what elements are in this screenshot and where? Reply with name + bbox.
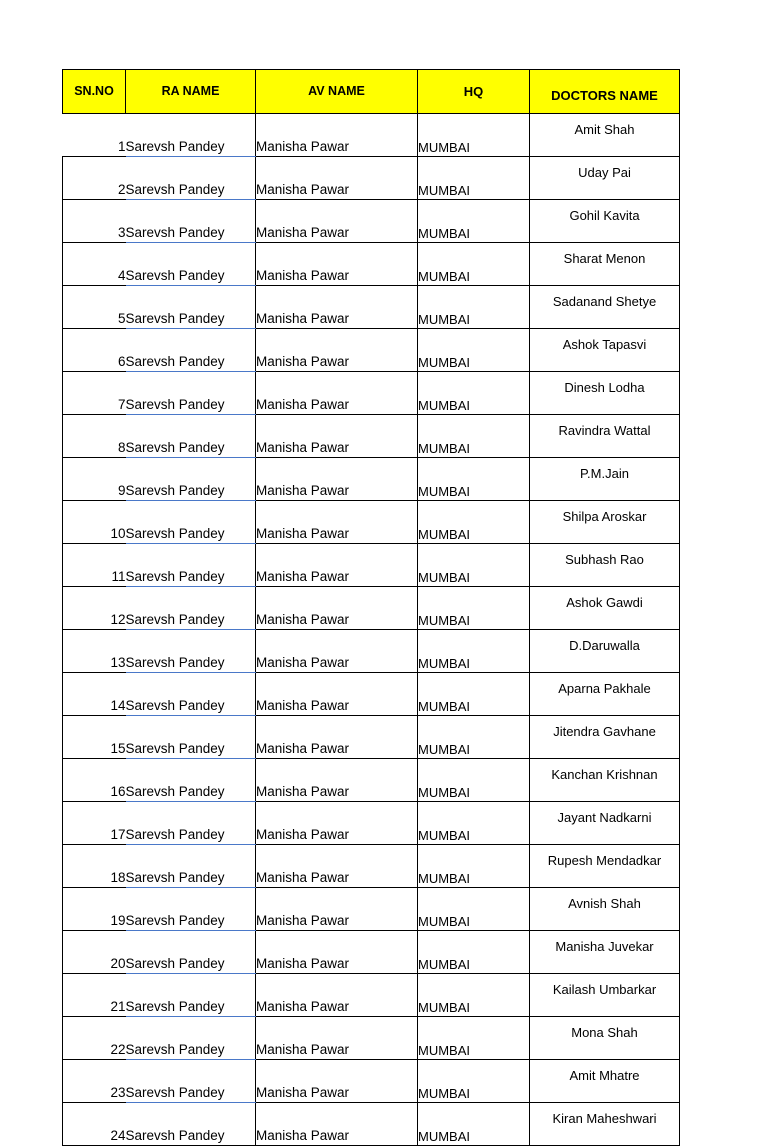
- hq-cell: MUMBAI: [418, 931, 530, 974]
- hq-cell: MUMBAI: [418, 415, 530, 458]
- header-ra-name: RA NAME: [126, 70, 256, 114]
- table-header: [63, 70, 680, 114]
- table-row: [63, 845, 680, 888]
- sn-no-cell: 4: [63, 243, 126, 286]
- av-name-cell: Manisha Pawar: [256, 931, 418, 974]
- hq-cell: MUMBAI: [418, 759, 530, 802]
- av-name-cell: Manisha Pawar: [256, 630, 418, 673]
- ra-name-cell: Sarevsh Pandey: [126, 630, 256, 673]
- ra-name-cell: Sarevsh Pandey: [126, 157, 256, 200]
- sn-no-cell: 7: [63, 372, 126, 415]
- table-row: [63, 888, 680, 931]
- doctor-name-cell: Dinesh Lodha: [530, 372, 680, 415]
- hq-cell: MUMBAI: [418, 1103, 530, 1146]
- doctor-name-cell: Jitendra Gavhane: [530, 716, 680, 759]
- av-name-cell: Manisha Pawar: [256, 501, 418, 544]
- av-name-cell: Manisha Pawar: [256, 1060, 418, 1103]
- sn-no-cell: 5: [63, 286, 126, 329]
- sn-no-cell: 18: [63, 845, 126, 888]
- table-row: [63, 759, 680, 802]
- av-name-cell: Manisha Pawar: [256, 157, 418, 200]
- av-name-cell: Manisha Pawar: [256, 673, 418, 716]
- ra-name-cell: Sarevsh Pandey: [126, 974, 256, 1017]
- sn-no-cell: 9: [63, 458, 126, 501]
- sn-no-cell: 12: [63, 587, 126, 630]
- table-row: [63, 1060, 680, 1103]
- ra-name-cell: Sarevsh Pandey: [126, 587, 256, 630]
- table-row: [63, 458, 680, 501]
- doctor-name-cell: Kailash Umbarkar: [530, 974, 680, 1017]
- ra-name-cell: Sarevsh Pandey: [126, 1060, 256, 1103]
- doctor-name-cell: Rupesh Mendadkar: [530, 845, 680, 888]
- ra-name-cell: Sarevsh Pandey: [126, 845, 256, 888]
- ra-name-cell: Sarevsh Pandey: [126, 1103, 256, 1146]
- hq-cell: MUMBAI: [418, 458, 530, 501]
- ra-name-cell: Sarevsh Pandey: [126, 372, 256, 415]
- av-name-cell: Manisha Pawar: [256, 200, 418, 243]
- ra-name-cell: Sarevsh Pandey: [126, 458, 256, 501]
- sn-no-cell: 17: [63, 802, 126, 845]
- sn-no-cell: 6: [63, 329, 126, 372]
- ra-name-cell: Sarevsh Pandey: [126, 716, 256, 759]
- table-row: [63, 931, 680, 974]
- table-row: [63, 673, 680, 716]
- doctor-name-cell: Uday Pai: [530, 157, 680, 200]
- ra-name-cell: Sarevsh Pandey: [126, 243, 256, 286]
- hq-cell: MUMBAI: [418, 1060, 530, 1103]
- sn-no-cell: 15: [63, 716, 126, 759]
- doctor-name-cell: D.Daruwalla: [530, 630, 680, 673]
- sn-no-cell: 11: [63, 544, 126, 587]
- av-name-cell: Manisha Pawar: [256, 458, 418, 501]
- av-name-cell: Manisha Pawar: [256, 114, 418, 157]
- sn-no-cell: 10: [63, 501, 126, 544]
- av-name-cell: Manisha Pawar: [256, 587, 418, 630]
- av-name-cell: Manisha Pawar: [256, 716, 418, 759]
- table-row: [63, 372, 680, 415]
- ra-name-cell: Sarevsh Pandey: [126, 544, 256, 587]
- table-row: [63, 200, 680, 243]
- sn-no-cell: 14: [63, 673, 126, 716]
- ra-name-cell: Sarevsh Pandey: [126, 673, 256, 716]
- hq-cell: MUMBAI: [418, 243, 530, 286]
- av-name-cell: Manisha Pawar: [256, 974, 418, 1017]
- sn-no-cell: 24: [63, 1103, 126, 1146]
- av-name-cell: Manisha Pawar: [256, 372, 418, 415]
- hq-cell: MUMBAI: [418, 673, 530, 716]
- doctor-name-cell: Gohil Kavita: [530, 200, 680, 243]
- table-row: [63, 974, 680, 1017]
- av-name-cell: Manisha Pawar: [256, 544, 418, 587]
- hq-cell: MUMBAI: [418, 329, 530, 372]
- header-doctors-name: DOCTORS NAME: [530, 70, 680, 114]
- table-row: [63, 802, 680, 845]
- doctor-name-cell: Mona Shah: [530, 1017, 680, 1060]
- hq-cell: MUMBAI: [418, 501, 530, 544]
- table-row: [63, 544, 680, 587]
- doctor-name-cell: Ravindra Wattal: [530, 415, 680, 458]
- table-row: [63, 630, 680, 673]
- hq-cell: MUMBAI: [418, 286, 530, 329]
- hq-cell: MUMBAI: [418, 372, 530, 415]
- hq-cell: MUMBAI: [418, 845, 530, 888]
- ra-name-cell: Sarevsh Pandey: [126, 802, 256, 845]
- table-row: [63, 1103, 680, 1146]
- sn-no-cell: 8: [63, 415, 126, 458]
- av-name-cell: Manisha Pawar: [256, 802, 418, 845]
- sn-no-cell: 16: [63, 759, 126, 802]
- hq-cell: MUMBAI: [418, 1017, 530, 1060]
- table-row: [63, 114, 680, 157]
- ra-name-cell: Sarevsh Pandey: [126, 1017, 256, 1060]
- sn-no-cell: 13: [63, 630, 126, 673]
- av-name-cell: Manisha Pawar: [256, 759, 418, 802]
- ra-name-cell: Sarevsh Pandey: [126, 114, 256, 157]
- hq-cell: MUMBAI: [418, 974, 530, 1017]
- doctor-name-cell: Jayant Nadkarni: [530, 802, 680, 845]
- doctor-name-cell: Manisha Juvekar: [530, 931, 680, 974]
- hq-cell: MUMBAI: [418, 157, 530, 200]
- av-name-cell: Manisha Pawar: [256, 415, 418, 458]
- hq-cell: MUMBAI: [418, 114, 530, 157]
- table-body: [63, 114, 680, 1146]
- ra-name-cell: Sarevsh Pandey: [126, 415, 256, 458]
- doctor-name-cell: Kiran Maheshwari: [530, 1103, 680, 1146]
- table-row: [63, 329, 680, 372]
- doctor-name-cell: Kanchan Krishnan: [530, 759, 680, 802]
- sn-no-cell: 2: [63, 157, 126, 200]
- hq-cell: MUMBAI: [418, 630, 530, 673]
- av-name-cell: Manisha Pawar: [256, 888, 418, 931]
- table-row: [63, 716, 680, 759]
- sn-no-cell: 23: [63, 1060, 126, 1103]
- header-sn-no: SN.NO: [63, 70, 126, 114]
- doctor-name-cell: Ashok Tapasvi: [530, 329, 680, 372]
- doctor-name-cell: Avnish Shah: [530, 888, 680, 931]
- table-row: [63, 286, 680, 329]
- av-name-cell: Manisha Pawar: [256, 845, 418, 888]
- doctor-name-cell: Subhash Rao: [530, 544, 680, 587]
- sn-no-cell: 22: [63, 1017, 126, 1060]
- doctor-name-cell: P.M.Jain: [530, 458, 680, 501]
- hq-cell: MUMBAI: [418, 544, 530, 587]
- av-name-cell: Manisha Pawar: [256, 243, 418, 286]
- header-hq: HQ: [418, 70, 530, 114]
- ra-name-cell: Sarevsh Pandey: [126, 200, 256, 243]
- doctor-name-cell: Ashok Gawdi: [530, 587, 680, 630]
- doctor-name-cell: Amit Shah: [530, 114, 680, 157]
- table-row: [63, 1017, 680, 1060]
- table-row: [63, 501, 680, 544]
- doctor-name-cell: Sadanand Shetye: [530, 286, 680, 329]
- header-av-name: AV NAME: [256, 70, 418, 114]
- table-row: [63, 157, 680, 200]
- ra-name-cell: Sarevsh Pandey: [126, 931, 256, 974]
- ra-name-cell: Sarevsh Pandey: [126, 888, 256, 931]
- sn-no-cell: 19: [63, 888, 126, 931]
- hq-cell: MUMBAI: [418, 587, 530, 630]
- header-row: [63, 70, 680, 114]
- av-name-cell: Manisha Pawar: [256, 1017, 418, 1060]
- sn-no-cell: 3: [63, 200, 126, 243]
- hq-cell: MUMBAI: [418, 716, 530, 759]
- table-row: [63, 587, 680, 630]
- av-name-cell: Manisha Pawar: [256, 286, 418, 329]
- table-row: [63, 243, 680, 286]
- ra-name-cell: Sarevsh Pandey: [126, 329, 256, 372]
- doctor-name-cell: Shilpa Aroskar: [530, 501, 680, 544]
- doctor-name-cell: Sharat Menon: [530, 243, 680, 286]
- av-name-cell: Manisha Pawar: [256, 1103, 418, 1146]
- doctor-name-cell: Amit Mhatre: [530, 1060, 680, 1103]
- hq-cell: MUMBAI: [418, 888, 530, 931]
- sn-no-cell: 20: [63, 931, 126, 974]
- ra-name-cell: Sarevsh Pandey: [126, 501, 256, 544]
- hq-cell: MUMBAI: [418, 802, 530, 845]
- table-row: [63, 415, 680, 458]
- doctors-table: [62, 69, 680, 1146]
- ra-name-cell: Sarevsh Pandey: [126, 759, 256, 802]
- doctor-name-cell: Aparna Pakhale: [530, 673, 680, 716]
- hq-cell: MUMBAI: [418, 200, 530, 243]
- sn-no-cell: 1: [63, 114, 126, 157]
- sn-no-cell: 21: [63, 974, 126, 1017]
- av-name-cell: Manisha Pawar: [256, 329, 418, 372]
- ra-name-cell: Sarevsh Pandey: [126, 286, 256, 329]
